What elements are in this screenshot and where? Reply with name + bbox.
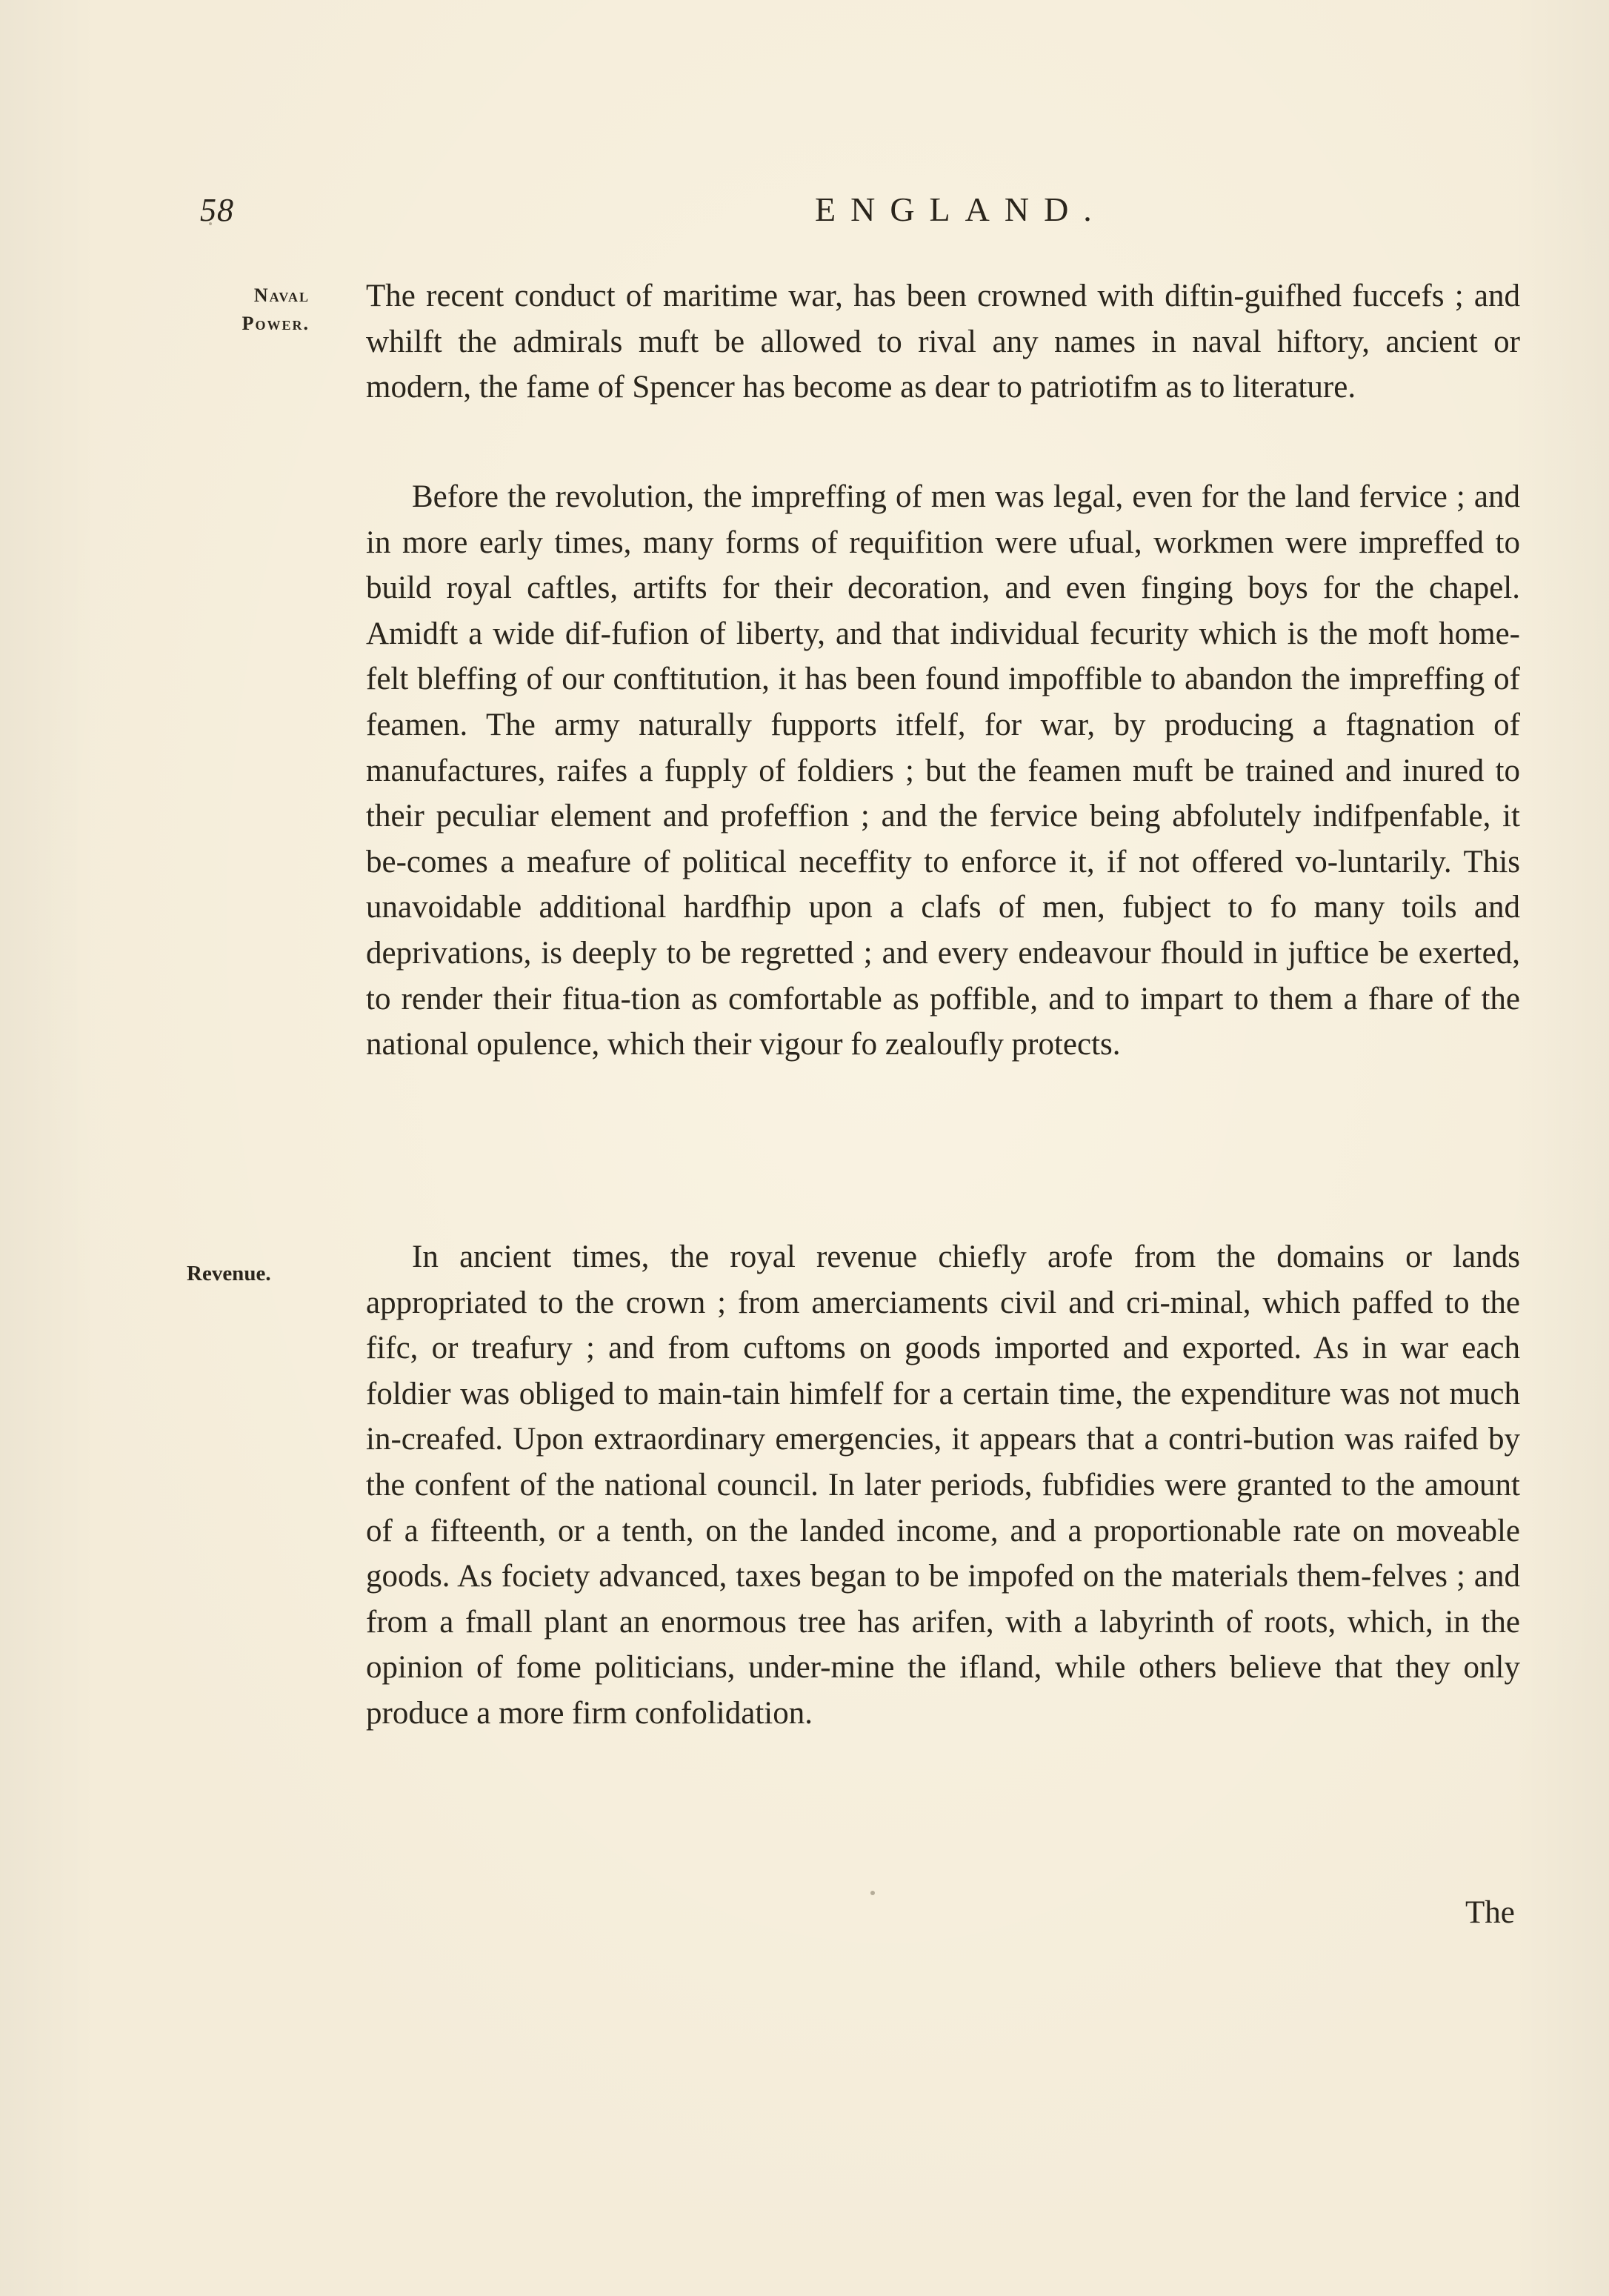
paragraph-text: In ancient times, the royal revenue chiefly arofe from the domains or lands appropriated to the crown ; from amerciaments civil and cri-minal, which paffed to the fifc, or treafury ; and from cuftoms on goods imported and exported. As in war each foldier was obliged to main-tain himfelf for a certain time, the expenditure was not much in-creafed. Upon extraordinary emergencies, it appears that a contri-bution was raifed by the confent of the national council. In later periods, fubfidies were granted to the amount of a fifteenth, or a tenth, on the landed income, and a proportionable rate on moveable goods. As fociety advanced, taxes began to be impofed on the materials them-felves ; and from a fmall plant an enormous tree has arifen, with a labyrinth of roots, which, in the opinion of fome politicians, under-mine the ifland, while others believe that they only produce a more firm confolidation. (366, 1239, 1520, 1731)
ink-speck (870, 1891, 875, 1895)
paragraph-text: The recent conduct of maritime war, has been crowned with diftin-guifhed fuccefs ; and whilft the admirals muft be allowed to rival any names in naval hiftory, ancient or modern, the fame of Spencer has become as dear to patriotifm as to literature. (366, 279, 1520, 405)
paragraph-naval-conduct (366, 273, 1520, 410)
margin-note-revenue: Revenue. (187, 1262, 271, 1285)
page-number: 58 (200, 192, 234, 228)
margin-note-naval-power: Naval Power. (241, 284, 310, 334)
running-head: ENGLAND. (815, 190, 1107, 228)
catchword: The (1465, 1895, 1515, 1930)
paragraph-text: Before the revolution, the impreffing of men was legal, even for the land fervice ; and in more early times, many forms of requifition were ufual, workmen were impreffed to build royal caftles, artifts for their decoration, and even finging boys for the chapel. Amidft a wide dif-fufion of liberty, and that individual fecurity which is the moft home-felt bleffing of our conftitution, it has been found impoffible to abandon the impreffing of feamen. The army naturally fupports itfelf, for war, by producing a ftagnation of manufactures, raifes a fupply of foldiers ; but the feamen muft be trained and inured to their peculiar element and profeffion ; and the fervice being abfolutely indifpenfable, it be-comes a meafure of political neceffity to enforce it, if not offered vo-luntarily. This unavoidable additional hardfhip upon a clafs of men, fubject to fo many toils and deprivations, is deeply to be regretted ; and every endeavour fhould in juftice be exerted, to render their fitua-tion as comfortable as poffible, and to impart to them a fhare of the national opulence, which their vigour fo zealoufly protects. (366, 479, 1520, 1062)
paragraph-revenue (366, 1234, 1520, 1737)
ink-speck (209, 222, 212, 225)
paragraph-impressment (366, 474, 1520, 1068)
